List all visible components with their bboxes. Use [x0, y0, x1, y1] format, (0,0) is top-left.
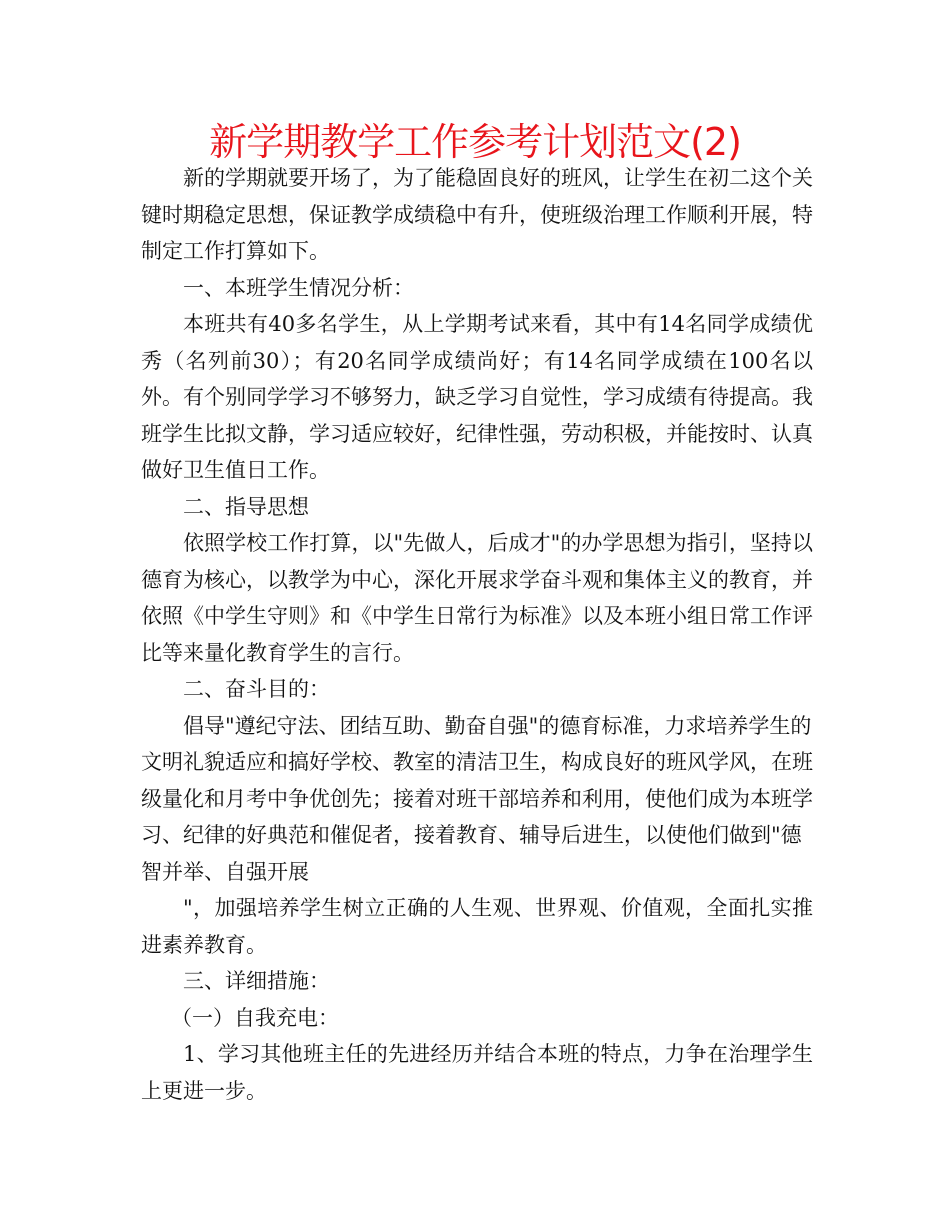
heading-self-improvement: （一）自我充电：	[171, 1005, 339, 1030]
paragraph-goals: 倡导"遵纪守法、团结互助、勤奋自强"的德育标准，力求培养学生的文明礼貌适应和搞好学校、教室的清洁卫生，构成良好的班风学风，在班级量化和月考中争优创先；接着对班干部培养和利用，使他们成为本班学习、纪律的好典范和催促者，接着教育、辅导后进生，以使他们做到"德智并举、自强开展	[141, 713, 813, 884]
heading-guiding-thought: 二、指导思想	[183, 494, 309, 519]
paragraph-class-analysis: 本班共有40多名学生，从上学期考试来看，其中有14名同学成绩优秀（名列前30）；有20名同学成绩尚好；有14名同学成绩在100名以外。有个别同学学习不够努力，缺乏学习自觉性，学习成绩有待提高。我班学生比拟文静，学习适应较好，纪律性强，劳动积极，并能按时、认真做好卫生值日工作。	[141, 312, 813, 482]
heading-goals: 二、奋斗目的：	[183, 677, 330, 701]
document-title: 新学期教学工作参考计划范文(2)	[209, 120, 741, 164]
paragraph-measure-1: 1、学习其他班主任的先进经历并结合本班的特点，力争在治理学生上更进一步。	[141, 1042, 813, 1103]
heading-class-analysis: 一、本班学生情况分析：	[183, 275, 414, 300]
paragraph-guiding-thought: 依照学校工作打算，以"先做人，后成才"的办学思想为指引，坚持以德育为核心，以教学为中心，深化开展求学奋斗观和集体主义的教育，并依照《中学生守则》和《中学生日常行为标准》以及本班小组日常工作评比等来量化教育学生的言行。	[141, 531, 813, 665]
document-body	[141, 160, 813, 1109]
heading-measures: 三、详细措施：	[183, 969, 330, 993]
paragraph-intro: 新的学期就要开场了，为了能稳固良好的班风，让学生在初二这个关键时期稳定思想，保证教学成绩稳中有升，使班级治理工作顺利开展，特制定工作打算如下。	[141, 166, 813, 263]
paragraph-goals-continued: "，加强培养学生树立正确的人生观、世界观、价值观，全面扎实推进素养教育。	[141, 896, 813, 957]
